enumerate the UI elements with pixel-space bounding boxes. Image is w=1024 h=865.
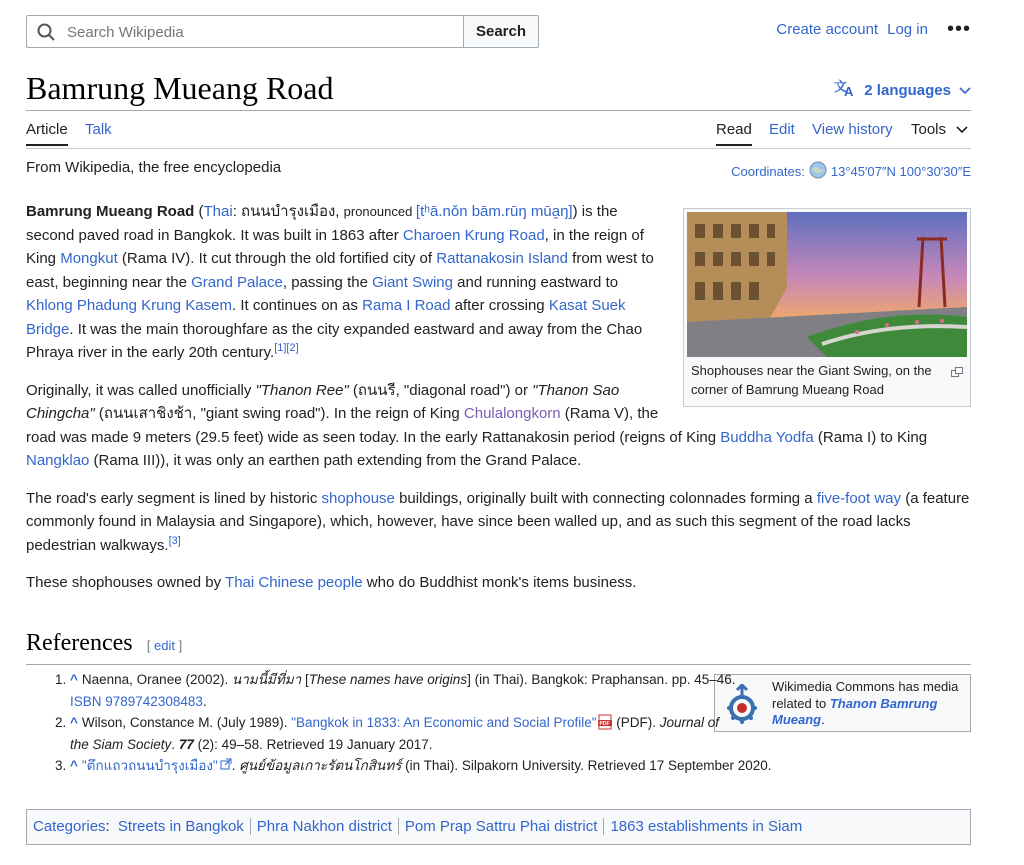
link-nangklao[interactable]: Nangklao [26, 452, 90, 469]
text: (Rama V), the road was made 9 meters (29.5 feet) wide as seen today. In the early Rattanakosin period (reigns of King [26, 405, 721, 446]
text: buildings, originally built with connecting colonnades forming a [394, 489, 817, 507]
reference-item [70, 712, 740, 755]
text: . [231, 758, 240, 773]
link-five-foot-way[interactable]: five-foot way [816, 489, 902, 507]
text: (ถนนรี, "diagonal road") or [348, 381, 533, 399]
text: and running eastward to [452, 273, 619, 291]
link-charoen-krung-road[interactable]: Charoen Krung Road [402, 226, 545, 244]
tab-article[interactable]: Article [26, 121, 68, 146]
categories-box [26, 809, 971, 845]
link-rattanakosin-island[interactable]: Rattanakosin Island [436, 250, 568, 267]
link-thai[interactable]: Thai [203, 203, 233, 220]
category-link[interactable]: Pom Prap Sattru Phai district [398, 818, 604, 835]
more-options-icon[interactable]: ••• [946, 18, 971, 40]
search-input[interactable] [65, 16, 459, 49]
category-link[interactable]: 1863 establishments in Siam [603, 818, 808, 835]
text: (2): 49–58. Retrieved 19 January 2017. [193, 736, 433, 752]
isbn-link[interactable]: ISBN 9789742308483 [70, 693, 203, 709]
text: pronounced [343, 204, 416, 219]
tools-label: Tools [911, 121, 947, 138]
references-title: References [26, 630, 133, 656]
text: ) is the second paved road in Bangkok. It was built in 1863 after [26, 203, 618, 244]
link-rama-i-road[interactable]: Rama I Road [362, 297, 451, 314]
link-giant-swing[interactable]: Giant Swing [372, 273, 453, 291]
text: (a feature commonly found in Malaysia and Singapore), which, however, have since been walled up, and as such this segment of the road lacks pedestrian walkways. [26, 489, 970, 554]
enlarge-icon[interactable] [951, 363, 963, 382]
link-shophouse[interactable]: shophouse [321, 489, 395, 507]
text: (PDF). [612, 715, 660, 730]
text: These shophouses owned by [26, 574, 226, 591]
text: Wikimedia Commons has media related to [772, 679, 959, 711]
tab-read[interactable]: Read [716, 121, 752, 146]
subject-bold: Bamrung Mueang Road [26, 203, 195, 220]
tab-tools[interactable] [911, 121, 968, 144]
bracket: ] [174, 638, 183, 653]
chevron-down-icon [956, 126, 968, 134]
link-thai-chinese-people[interactable]: Thai Chinese people [225, 574, 363, 591]
caption-text: Shophouses near the Giant Swing, on the corner of Bamrung Mueang Road [691, 363, 932, 397]
text: (Rama IV). It cut through the old fortified city of [117, 250, 437, 267]
link-chulalongkorn[interactable]: Chulalongkorn [463, 405, 561, 422]
page-tabs [26, 121, 971, 148]
italic-text: "Thanon Sao Chingcha" [26, 381, 620, 422]
log-in-link[interactable]: Log in [887, 21, 928, 38]
category-link[interactable]: Phra Nakhon district [250, 818, 398, 835]
infobox-caption [687, 357, 967, 403]
reference-item [70, 669, 740, 712]
search-box[interactable] [26, 15, 464, 48]
text: ( [194, 203, 204, 220]
link-mongkut[interactable]: Mongkut [60, 250, 118, 267]
article-body [26, 200, 971, 609]
commons-box [714, 674, 971, 732]
create-account-link[interactable]: Create account [776, 21, 879, 38]
commons-link[interactable]: Thanon Bamrung Mueang [772, 695, 938, 727]
section-edit [147, 638, 182, 653]
title-divider [26, 110, 971, 111]
tab-talk[interactable]: Talk [85, 121, 112, 138]
language-button[interactable] [834, 79, 971, 101]
backlink-caret[interactable]: ^ [70, 715, 78, 730]
text: Originally, it was called unofficially [26, 381, 256, 399]
page-title: Bamrung Mueang Road [26, 70, 334, 106]
text: (in Thai). Silpakorn University. Retrieved 17 September 2020. [401, 758, 772, 773]
category-link[interactable]: Streets in Bangkok [117, 818, 244, 835]
chevron-down-icon [959, 82, 971, 99]
text: (Rama I) to King [813, 428, 928, 446]
text: who do Buddhist monk's items business. [362, 574, 637, 591]
search-icon [37, 23, 55, 45]
citation-3[interactable]: [3] [168, 534, 181, 547]
text: . [171, 736, 179, 752]
infobox-figure [683, 208, 971, 407]
reference-link[interactable]: "ตึกแถวถนนบำรุงเมือง" [81, 758, 218, 773]
svg-text:PDF: PDF [599, 721, 610, 727]
link-ipa[interactable]: [tʰā.nǒn bām.rūŋ mūa̯ŋ] [415, 203, 573, 220]
reference-list [44, 669, 772, 777]
commons-text [772, 679, 967, 729]
link-grand-palace[interactable]: Grand Palace [191, 273, 283, 291]
text: The road's early segment is lined by historic [26, 489, 322, 507]
edit-section-link[interactable]: edit [154, 638, 175, 653]
text: , passing the [282, 273, 373, 291]
colon: : [105, 818, 114, 835]
italic-text: ศูนย์ข้อมูลเกาะรัตนโกสินทร์ [239, 758, 402, 773]
coordinates-label: Coordinates: [731, 164, 805, 179]
text: after crossing [450, 297, 549, 314]
link-buddha-yodfa[interactable]: Buddha Yodfa [720, 428, 814, 446]
globe-icon[interactable] [809, 161, 827, 182]
text: ] (in Thai). Bangkok: Praphansan. pp. 45–46. [467, 672, 736, 687]
giant-swing-photo[interactable] [687, 212, 967, 357]
user-links [776, 18, 971, 40]
italic-text: These names have origins [308, 672, 468, 687]
translate-icon [834, 79, 856, 101]
text: : ถนนบำรุงเมือง, [232, 203, 344, 220]
text: [ [301, 672, 309, 687]
backlink-caret[interactable]: ^ [70, 758, 78, 773]
paragraph-shophouses [26, 487, 971, 558]
coordinates [731, 161, 971, 182]
link-kasat-suek-bridge[interactable]: Kasat Suek Bridge [26, 297, 626, 338]
svg-text:A: A [844, 84, 854, 97]
text: , in the reign of King [26, 226, 644, 267]
site-header [26, 15, 971, 51]
italic-text: นามนี้มีที่มา [232, 672, 302, 687]
text: (ถนนเสาชิงช้า, "giant swing road"). In the reign of King [94, 405, 464, 422]
search-button[interactable]: Search [463, 15, 539, 48]
coordinates-value[interactable]: 13°45′07″N 100°30′30″E [830, 164, 971, 179]
link-khlong-phadung-krung-kasem[interactable]: Khlong Phadung Krung Kasem [26, 297, 232, 314]
italic-text: "Thanon Ree" [255, 381, 349, 399]
text: Wilson, Constance M. (July 1989). [81, 715, 292, 730]
bracket: [ [146, 638, 154, 653]
tabs-divider [26, 148, 971, 149]
citation-1[interactable]: [1] [274, 342, 287, 354]
external-link-icon [218, 758, 232, 773]
text: Naenna, Oranee (2002). [81, 672, 232, 687]
text: . [821, 712, 825, 727]
text: . It continues on as [231, 297, 363, 314]
text: . [202, 693, 207, 709]
reference-item [70, 755, 830, 777]
italic-text: Journal of the Siam Society [70, 715, 720, 752]
backlink-caret[interactable]: ^ [70, 672, 78, 687]
reference-link[interactable]: "Bangkok in 1833: An Economic and Social Profile" [291, 715, 597, 730]
text: . It was the main thoroughfare as the city expanded eastward and away from the Chao Phraya river in the early 20th century. [26, 320, 643, 361]
tab-edit[interactable]: Edit [769, 121, 795, 138]
references-heading [26, 630, 971, 665]
language-count: 2 languages [864, 81, 951, 99]
categories-label-link[interactable]: Categories [33, 818, 106, 835]
paragraph-owners [26, 571, 971, 595]
text: from west to east, beginning near the [26, 250, 654, 291]
tagline: From Wikipedia, the free encyclopedia [26, 159, 282, 176]
text: (Rama III)), it was only an earthen path extending from the Grand Palace. [89, 452, 582, 469]
pdf-icon [597, 715, 613, 730]
tab-view-history[interactable]: View history [812, 121, 893, 138]
svg-text:文: 文 [834, 79, 848, 94]
volume: 77 [178, 736, 194, 752]
citation-2[interactable]: [2] [286, 342, 299, 354]
